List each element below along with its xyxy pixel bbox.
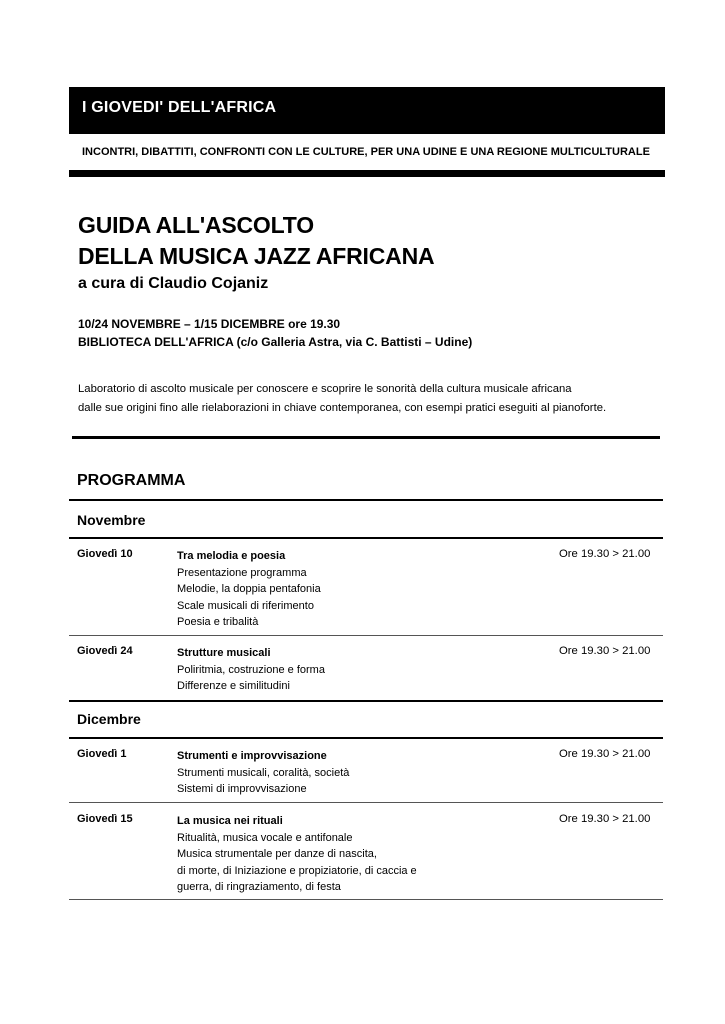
header-subtitle: INCONTRI, DIBATTITI, CONFRONTI CON LE CULTURE, PER UNA UDINE E UNA REGIONE MULTICULTURALE bbox=[82, 146, 650, 158]
divider-middle bbox=[72, 436, 660, 439]
event-schedule bbox=[78, 315, 472, 351]
session-detail: Musica strumentale per danze di nascita, bbox=[177, 848, 377, 860]
session-topic bbox=[177, 813, 417, 896]
event-curator: a cura di Claudio Cojaniz bbox=[78, 275, 269, 292]
session-day: Giovedì 15 bbox=[77, 813, 133, 825]
session-time: Ore 19.30 > 21.00 bbox=[559, 645, 651, 657]
session-detail: guerra, di ringraziamento, di festa bbox=[177, 881, 341, 893]
month-heading: Dicembre bbox=[77, 711, 141, 727]
event-title-line2: DELLA MUSICA JAZZ AFRICANA bbox=[78, 243, 435, 269]
session-detail: Ritualità, musica vocale e antifonale bbox=[177, 831, 353, 844]
session-day: Giovedì 24 bbox=[77, 645, 133, 657]
header-bar bbox=[69, 87, 665, 134]
session-day: Giovedì 10 bbox=[77, 548, 133, 560]
session-title: Strumenti e improvvisazione bbox=[177, 750, 327, 762]
month-heading: Novembre bbox=[77, 512, 146, 528]
divider-month bbox=[69, 737, 663, 739]
session-detail: Poliritmia, costruzione e forma bbox=[177, 663, 325, 676]
session-detail: Poesia e tribalità bbox=[177, 616, 259, 628]
session-title: Strutture musicali bbox=[177, 647, 271, 659]
program-heading: PROGRAMMA bbox=[77, 472, 186, 489]
divider-program bbox=[69, 499, 663, 501]
session-detail: Presentazione programma bbox=[177, 566, 307, 579]
divider-top bbox=[69, 170, 665, 177]
divider-session bbox=[69, 635, 663, 636]
intro-line2: dalle sue origini fino alle rielaborazioni in chiave contemporanea, con esempi pratici eseguiti al pianoforte. bbox=[78, 402, 607, 414]
session-time: Ore 19.30 > 21.00 bbox=[559, 813, 651, 825]
session-detail: Differenze e similitudini bbox=[177, 680, 290, 692]
divider-month bbox=[69, 537, 663, 539]
session-title: La musica nei rituali bbox=[177, 815, 283, 827]
session-title: Tra melodia e poesia bbox=[177, 550, 286, 562]
event-title-block bbox=[78, 210, 434, 293]
session-detail: Strumenti musicali, coralità, società bbox=[177, 766, 350, 779]
event-intro bbox=[78, 380, 606, 418]
session-day: Giovedì 1 bbox=[77, 748, 127, 760]
session-time: Ore 19.30 > 21.00 bbox=[559, 748, 651, 760]
event-dates: 10/24 NOVEMBRE – 1/15 DICEMBRE ore 19.30 bbox=[78, 317, 341, 331]
intro-line1: Laboratorio di ascolto musicale per conoscere e scoprire le sonorità della cultura musicale africana bbox=[78, 383, 572, 395]
session-detail: Melodie, la doppia pentafonia bbox=[177, 583, 321, 595]
header-title: I GIOVEDI' DELL'AFRICA bbox=[82, 99, 277, 116]
session-topic bbox=[177, 748, 349, 798]
divider-month bbox=[69, 700, 663, 702]
session-topic bbox=[177, 548, 321, 631]
session-detail: Scale musicali di riferimento bbox=[177, 599, 314, 612]
session-detail: di morte, di Iniziazione e propiziatorie, di caccia e bbox=[177, 864, 417, 877]
session-time: Ore 19.30 > 21.00 bbox=[559, 548, 651, 560]
session-topic bbox=[177, 645, 325, 695]
event-title-line1: GUIDA ALL'ASCOLTO bbox=[78, 212, 314, 238]
divider-session bbox=[69, 899, 663, 900]
event-venue: BIBLIOTECA DELL'AFRICA (c/o Galleria Astra, via C. Battisti – Udine) bbox=[78, 335, 473, 349]
divider-session bbox=[69, 802, 663, 803]
session-detail: Sistemi di improvvisazione bbox=[177, 783, 307, 795]
